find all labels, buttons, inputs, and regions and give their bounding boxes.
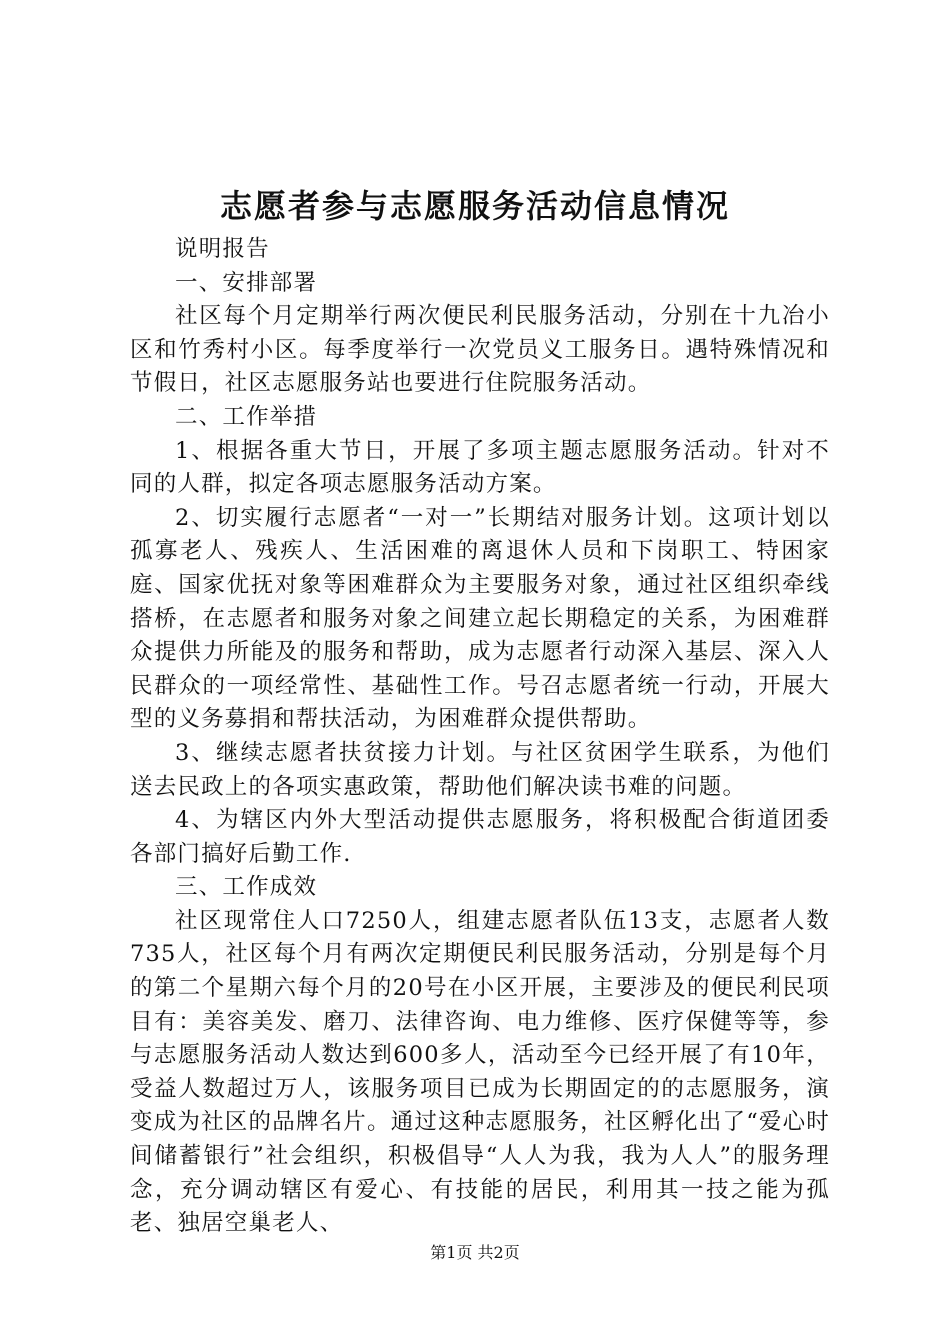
section-heading-1: 一、安排部署: [175, 269, 318, 296]
paragraph: 3、继续志愿者扶贫接力计划。与社区贫困学生联系，为他们送去民政上的各项实惠政策，帮助他们解决读书难的问题。: [130, 739, 830, 800]
document-body: [130, 233, 830, 1241]
paragraph: 社区每个月定期举行两次便民利民服务活动，分别在十九冶小区和竹秀村小区。每季度举行一次党员义工服务日。遇特殊情况和节假日，社区志愿服务站也要进行住院服务活动。: [130, 303, 830, 397]
document-title: 志愿者参与志愿服务活动信息情况: [219, 187, 730, 225]
paragraph: 2、切实履行志愿者“一对一”长期结对服务计划。这项计划以孤寡老人、残疾人、生活困难的离退休人员和下岗职工、特困家庭、国家优抚对象等困难群众为主要服务对象，通过社区组织牵线搭桥，在志愿者和服务对象之间建立起长期稳定的关系，为困难群众提供力所能及的服务和帮助，成为志愿者行动深入基层、深入人民群众的一项经常性、基础性工作。号召志愿者统一行动，开展大型的义务募捐和帮扶活动，为困难群众提供帮助。: [130, 504, 830, 733]
paragraph-subtitle: 说明报告: [175, 236, 270, 262]
paragraph: 4、为辖区内外大型活动提供志愿服务，将积极配合街道团委各部门搞好后勤工作.: [130, 807, 830, 867]
section-heading-2: 二、工作举措: [175, 403, 318, 430]
paragraph: 社区现常住人口7250人，组建志愿者队伍13支，志愿者人数735人，社区每个月有两次定期便民利民服务活动，分别是每个月的第二个星期六每个月的20号在小区开展，主要涉及的便民利民项目有：美容美发、磨刀、法律咨询、电力维修、医疗保健等等，参与志愿服务活动人数达到600多人，活动至今已经开展了有10年，受益人数超过万人，该服务项目已成为长期固定的的志愿服务，演变成为社区的品牌名片。通过这种志愿服务，社区孵化出了“爱心时间储蓄银行”社会组织，积极倡导“人人为我，我为人人”的服务理念，充分调动辖区有爱心、有技能的居民，利用其一技之能为孤老、独居空巢老人、: [130, 907, 831, 1237]
paragraph: 1、根据各重大节日，开展了多项主题志愿服务活动。针对不同的人群，拟定各项志愿服务活动方案。: [130, 437, 830, 498]
section-heading-3: 三、工作成效: [175, 874, 318, 901]
page-footer: 第1页 共2页: [430, 1243, 520, 1262]
